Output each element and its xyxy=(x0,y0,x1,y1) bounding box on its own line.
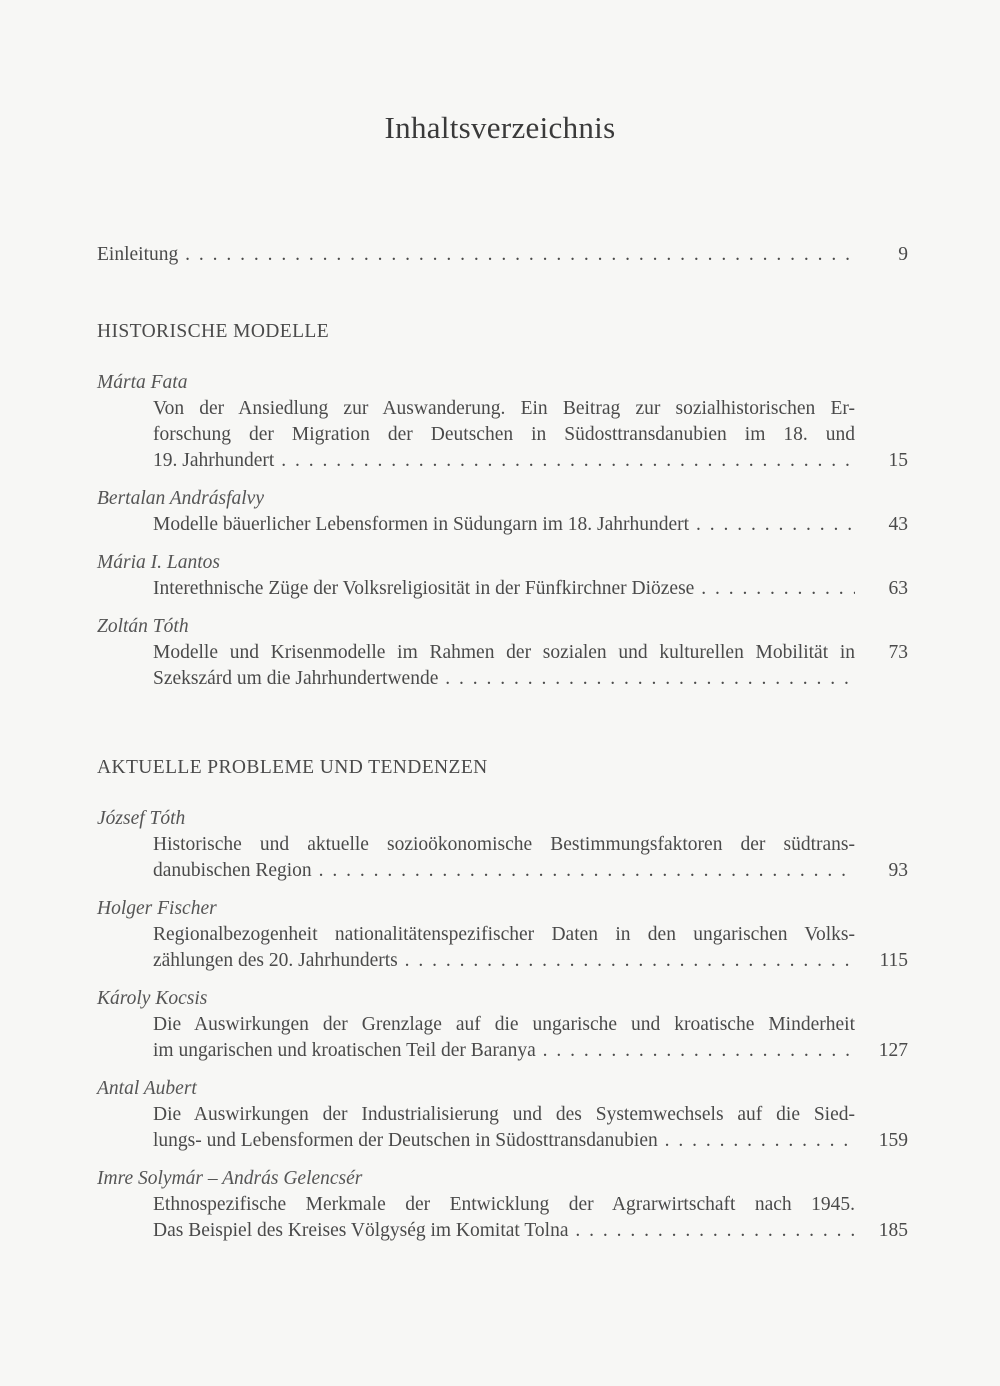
entry-title-line: Regionalbezogenheit nationalitätenspezifischer Daten in den ungarischen Volks- xyxy=(153,924,855,945)
entry-author: Mária I. Lantos xyxy=(97,552,220,573)
entry-author: Holger Fischer xyxy=(97,898,217,919)
entry-author: Antal Aubert xyxy=(97,1078,197,1099)
page-number: 127 xyxy=(878,1040,908,1061)
entry-author: Bertalan Andrásfalvy xyxy=(97,488,264,509)
section-heading: HISTORISCHE MODELLE xyxy=(97,321,330,342)
page-number: 159 xyxy=(878,1130,908,1151)
entry-title-line: Die Auswirkungen der Industrialisierung und des Systemwechsels auf die Sied- xyxy=(153,1104,855,1125)
entry-author: József Tóth xyxy=(97,808,186,829)
page-number: 15 xyxy=(888,450,908,471)
entry-title-line: Szekszárd um die Jahrhundertwende . . . xyxy=(153,666,855,692)
entry-title-line: Historische und aktuelle sozioökonomische Bestimmungsfaktoren der südtrans- xyxy=(153,834,855,855)
entry-title-line: Die Auswirkungen der Grenzlage auf die ungarische und kroatische Minderheit xyxy=(153,1014,855,1035)
entry-title-line: Interethnische Züge der Volksreligiosität in der Fünfkirchner Diözese . . . xyxy=(153,576,855,602)
page-title: Inhaltsverzeichnis xyxy=(384,110,616,145)
entry-title-line: Modelle bäuerlicher Lebensformen in Südungarn im 18. Jahrhundert . . . xyxy=(153,512,855,538)
page-number: 185 xyxy=(878,1220,908,1241)
section-heading: AKTUELLE PROBLEME UND TENDENZEN xyxy=(97,757,488,778)
entry-title-line: 19. Jahrhundert . . . xyxy=(153,448,855,474)
entry-title: Einleitung . . . xyxy=(97,242,855,268)
page-number: 9 xyxy=(898,244,908,265)
entry-title-line: zählungen des 20. Jahrhunderts . . . xyxy=(153,948,855,974)
entry-title-line: im ungarischen und kroatischen Teil der Baranya . . . xyxy=(153,1038,855,1064)
page-number: 93 xyxy=(888,860,908,881)
page-number: 43 xyxy=(888,514,908,535)
entry-author: Márta Fata xyxy=(97,372,188,393)
entry-author: Imre Solymár – András Gelencsér xyxy=(97,1168,363,1189)
entry-author: Károly Kocsis xyxy=(97,988,208,1009)
page-number: 63 xyxy=(888,578,908,599)
entry-title-line: danubischen Region . . . xyxy=(153,858,855,884)
toc-entry-intro xyxy=(0,242,1000,268)
entry-title-line: lungs- und Lebensformen der Deutschen in Südosttransdanubien . . . xyxy=(153,1128,855,1154)
page-number: 115 xyxy=(879,950,908,971)
entry-title-line: Das Beispiel des Kreises Völgység im Komitat Tolna . . . xyxy=(153,1218,855,1244)
entry-title-line: forschung der Migration der Deutschen in Südosttransdanubien im 18. und xyxy=(153,424,855,445)
entry-title-line: Modelle und Krisenmodelle im Rahmen der sozialen und kulturellen Mobilität in xyxy=(153,642,855,663)
entry-author: Zoltán Tóth xyxy=(97,616,189,637)
page-number: 73 xyxy=(888,642,908,663)
entry-title-line: Ethnospezifische Merkmale der Entwicklung der Agrarwirtschaft nach 1945. xyxy=(153,1194,855,1215)
entry-title-line: Von der Ansiedlung zur Auswanderung. Ein Beitrag zur sozialhistorischen Er- xyxy=(153,398,855,419)
